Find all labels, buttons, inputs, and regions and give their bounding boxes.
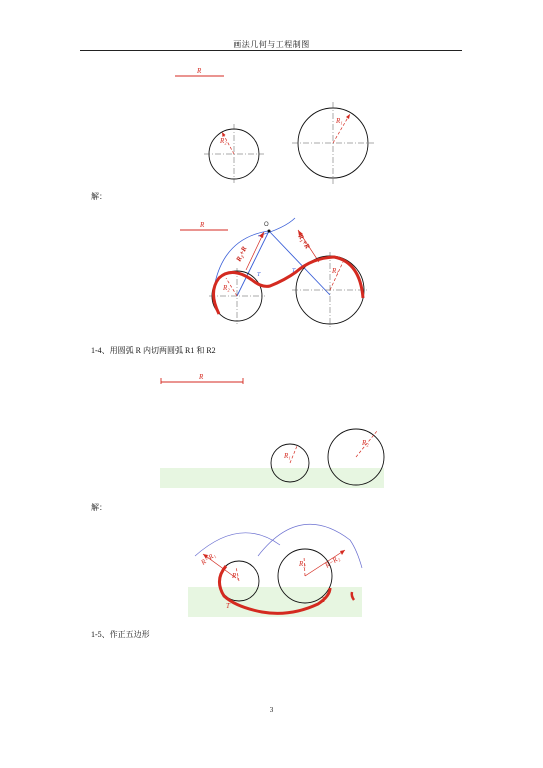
tangent-point-t1: T [257, 272, 261, 278]
center-o-label: O [264, 222, 269, 228]
answer-label-2: 解： [91, 503, 107, 512]
r1-label-3: R₁ [284, 452, 291, 460]
r1-label-2: R₁ [332, 267, 339, 275]
rr1-label: R−R₁ [199, 551, 218, 567]
r2r-label: R₂+R [234, 245, 249, 263]
r1r-label: R₁+R [296, 232, 312, 251]
problem-1-5: 1-5、作正五边形 [91, 630, 150, 639]
r-label: R [197, 67, 202, 75]
r2-label-2: R₂ [223, 284, 230, 292]
r2-label-4: R₂ [299, 560, 306, 568]
page-number: 3 [269, 706, 274, 714]
problem-1-4: 1-4、用圆弧 R 内切两圆弧 R1 和 R2 [91, 346, 216, 355]
rr2-label: R−R₂ [323, 554, 342, 570]
r2-label: R₂ [220, 137, 227, 145]
r1-label: R₁ [336, 117, 343, 125]
tangent-point-t2-4: T [322, 596, 326, 604]
running-header: 画法几何与工程制图 [233, 40, 310, 49]
r2-label-3: R₂ [362, 439, 369, 447]
tangent-point-t2: T [292, 268, 296, 274]
tangent-point-t1-4: T [226, 602, 230, 610]
r1-label-4: R₁ [232, 572, 239, 580]
answer-label-1: 解： [91, 192, 107, 201]
r-label-3: R [199, 373, 204, 381]
r-label-2: R [200, 221, 205, 229]
